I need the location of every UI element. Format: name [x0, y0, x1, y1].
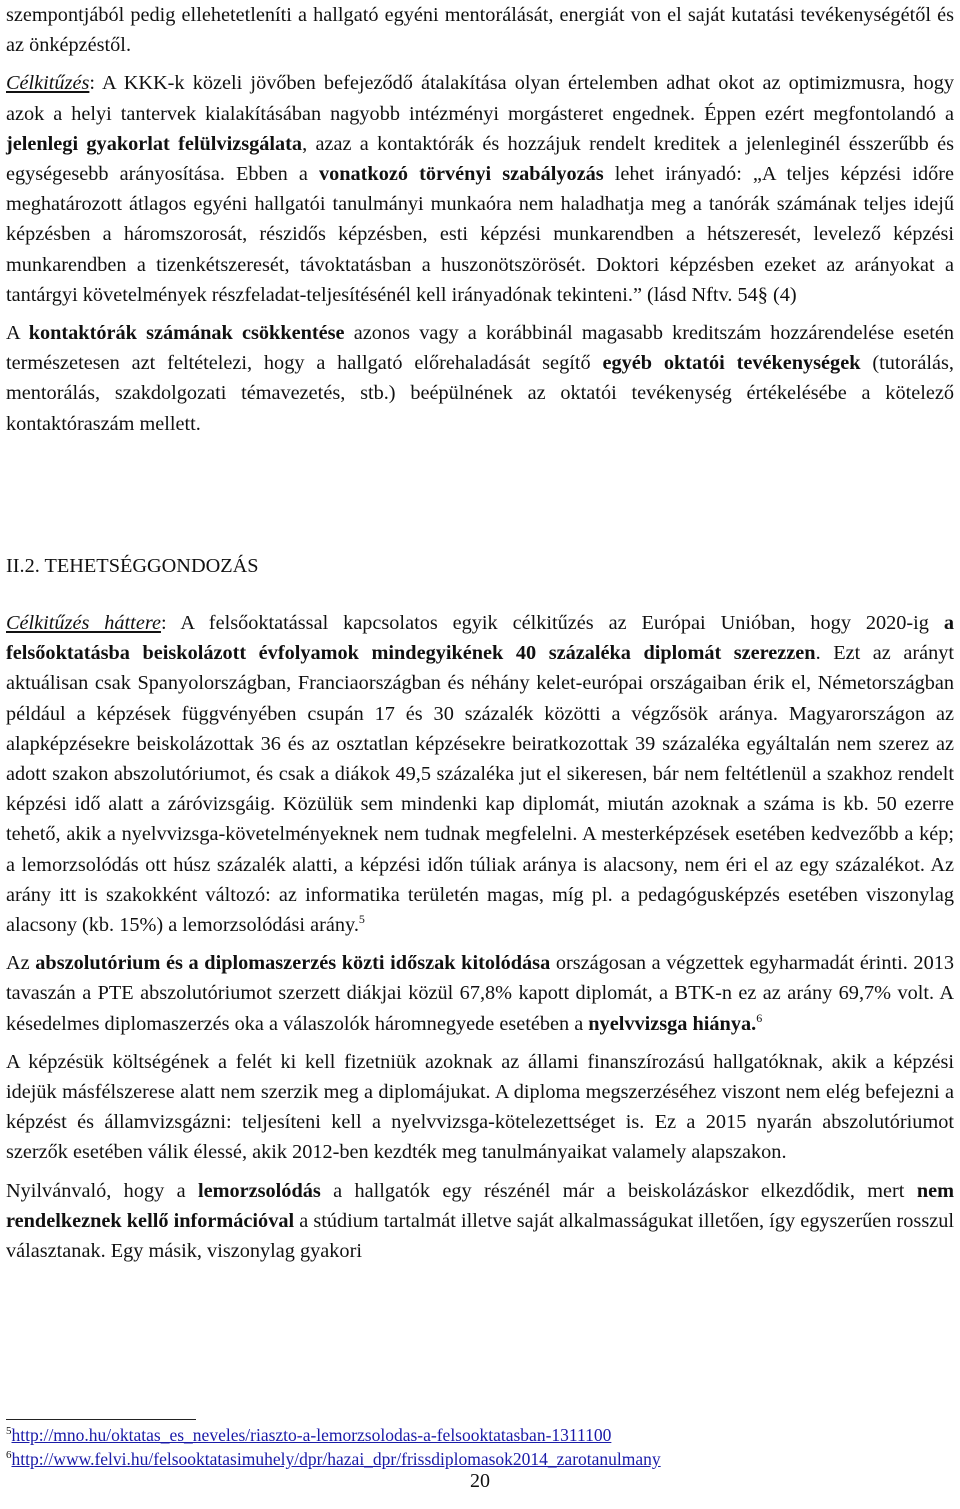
- paragraph-1: szempontjából pedig ellehetetleníti a hallgató egyéni mentorálását, energiát von el saját kutatási tevékenységétől és az önképzéstől.: [6, 4, 954, 57]
- background-bold-1: a felsőoktatásba beiskolázott évfolyamok mindegyikének 40 százaléka diplomát szerezzen: [6, 612, 954, 665]
- paragraph-costs: A képzésük költségének a felét ki kell fizetniük azoknak az állami finanszírozású hallgatóknak, akik a képzési idejük másfélszerese alatt nem szerzik meg a diplomájukat. A diploma megszerzéséhez viszont nem elég befejezni a képzést és államvizsgázni: teljesíteni kell a nyelvvizsga-kötelezettséget is. Ez a 2015 nyarán abszolutóriumot szerzők esetében válik élessé, akik 2012-ben kezdték meg tanulmányaikat valamely alapszakon.: [6, 1050, 954, 1164]
- goal-text-2: , azaz a kontaktórák és hozzájuk rendelt kreditek a jelenleginél ésszerűbb és egységesebb arányosítása. Ebben a: [6, 132, 955, 186]
- abs-text-2: országosan a végzettek egyharmadát érinti. 2013 tavaszán a PTE abszolutóriumot szerzett diákjai közül 67,8% kapott diplomát, a BTK-n ez az arány 69,7% volt. A késedelmes diplomaszerzés oka a válaszolók háromnegyede esetében a: [6, 952, 954, 1035]
- dropout-text-3: a stúdium tartalmát illetve saját alkalmasságukat illetően, így egyszerűen rosszul választanak. Egy másik, viszonylag gyakori: [6, 1209, 954, 1263]
- contact-bold-2: egyéb oktatói tevékenységek: [602, 352, 861, 375]
- footnote-ref-6: 6: [756, 1010, 763, 1025]
- contact-text-1: A: [6, 322, 29, 345]
- footnote-number: 5: [6, 1425, 12, 1438]
- page-number: 20: [470, 1470, 490, 1492]
- contact-text-2: azonos vagy a korábbinál magasabb kreditszám hozzárendelése esetén természetesen azt feltételezi, hogy a hallgató előrehaladását segítő: [6, 322, 954, 375]
- paragraph-dropout: [6, 1176, 954, 1267]
- goal-bold-2: vonatkozó törvényi szabályozás: [318, 163, 604, 186]
- footnote-6: [6, 1447, 954, 1471]
- abs-text-1: Az: [6, 952, 36, 975]
- section-heading: II.2. TEHETSÉGGONDOZÁS: [6, 555, 259, 577]
- abs-bold-2: nyelvvizsga hiánya.: [588, 1012, 757, 1035]
- contact-bold-1: kontaktórák számának csökkentése: [28, 322, 345, 345]
- goal-bold-1: jelenlegi gyakorlat felülvizsgálata: [6, 132, 303, 155]
- dropout-text-2: a hallgatók egy részénél már a beiskolázáskor elkezdődik, mert: [320, 1179, 917, 1202]
- goal-text-1: : A KKK-k közeli jövőben befejeződő átalakítása olyan értelemben adhat okot az optimizmusra, hogy azok a helyi tantervek kialakításában nagyobb intézményi morgásteret engednek. Éppen ezért megfontolandó a: [6, 72, 954, 125]
- paragraph-absolutorium: [6, 948, 954, 1039]
- background-text-1: : A felsőoktatással kapcsolatos egyik célkitűzés az Európai Unióban, hogy 2020-ig: [160, 612, 944, 634]
- footnotes: [6, 1419, 954, 1471]
- page-body-top: [6, 0, 954, 447]
- paragraph-background: [6, 608, 954, 940]
- section-body: [6, 608, 954, 1274]
- footnote-divider: [6, 1419, 196, 1420]
- paragraph-goal: [6, 68, 954, 310]
- dropout-bold-2: nem rendelkeznek kellő információval: [6, 1179, 954, 1232]
- background-label: Célkitűzés háttere: [6, 612, 161, 634]
- paragraph-contact-hours: [6, 318, 954, 439]
- footnote-link-6[interactable]: http://www.felvi.hu/felsooktatasimuhely/dpr/hazai_dpr/frissdiplomasok2014_zarotanulmany: [11, 1449, 661, 1469]
- dropout-bold-1: lemorzsolódás: [197, 1179, 321, 1202]
- dropout-text-1: Nyilvánvaló, hogy a: [6, 1179, 198, 1202]
- footnote-ref-5: 5: [358, 912, 365, 927]
- footnote-5: [6, 1423, 954, 1447]
- abs-bold-1: abszolutórium és a diplomaszerzés közti időszak kitolódása: [35, 952, 551, 975]
- contact-text-3: (tutorálás, mentorálás, szakdolgozati témavezetés, stb.) beépülnének az oktatói tevékenység értékelésébe a kötelező kontaktóraszám mellett.: [6, 352, 954, 435]
- background-text-2: . Ezt az arányt aktuálisan csak Spanyolországban, Franciaországban és néhány kelet-európai országaiban érik el, Németországban például a képzések függvényében csupán 17 és 30 százalék közötti a végzősök aránya. Magyarországon az alapképzésekre beiskolázottak 36 és az osztatlan képzésekre beiratkozottak 39 százaléka egyáltalán nem szerez az adott szakon abszolutóriumot, és csak a diákok 49,5 százaléka jut el sikeresen, bár nem feltétlenül a szakhoz rendelt képzési idő alatt a záróvizsgáig. Közülük sem mindenki kap diplomát, miután azoknak a száma is kb. 50 ezerre tehető, akik a nyelvvizsga-követelményeknek nem tudnak megfelelni. A mesterképzések esetében kedvezőbb a kép; a lemorzsolódás ott húsz százalék alatti, a képzési időn túliak aránya is alacsony, nem éri el az egy százalékot. Az arány itt is szakokként változó: az informatika területén magas, míg pl. a pedagógusképzés esetében viszonylag alacsony (kb. 15%) a lemorzsolódási arány.: [6, 642, 954, 937]
- goal-text-3: lehet irányadó: „A teljes képzési időre meghatározott átlagos egyéni hallgatói tanulmányi munkaóra nem haladhatja meg a tanórák számának teljes idejű képzésben a háromszorosát, részidős képzésben, esti képzési munkarendben a hétszeresét, levelező képzési munkarendben a tizenkétszeresét, távoktatásban a huszonötszörösét. Doktori képzésben ezeket az arányokat a tantárgyi követelmények részfeladat-teljesítésénél kell irányadónak tekinteni.” (lásd Nftv. 54§ (4): [6, 163, 954, 306]
- footnote-link-5[interactable]: http://mno.hu/oktatas_es_neveles/riaszto-a-lemorzsolodas-a-felsooktatasban-1311100: [11, 1425, 612, 1445]
- goal-label: Célkitűzés: [6, 72, 90, 95]
- footnote-number: 6: [6, 1449, 12, 1462]
